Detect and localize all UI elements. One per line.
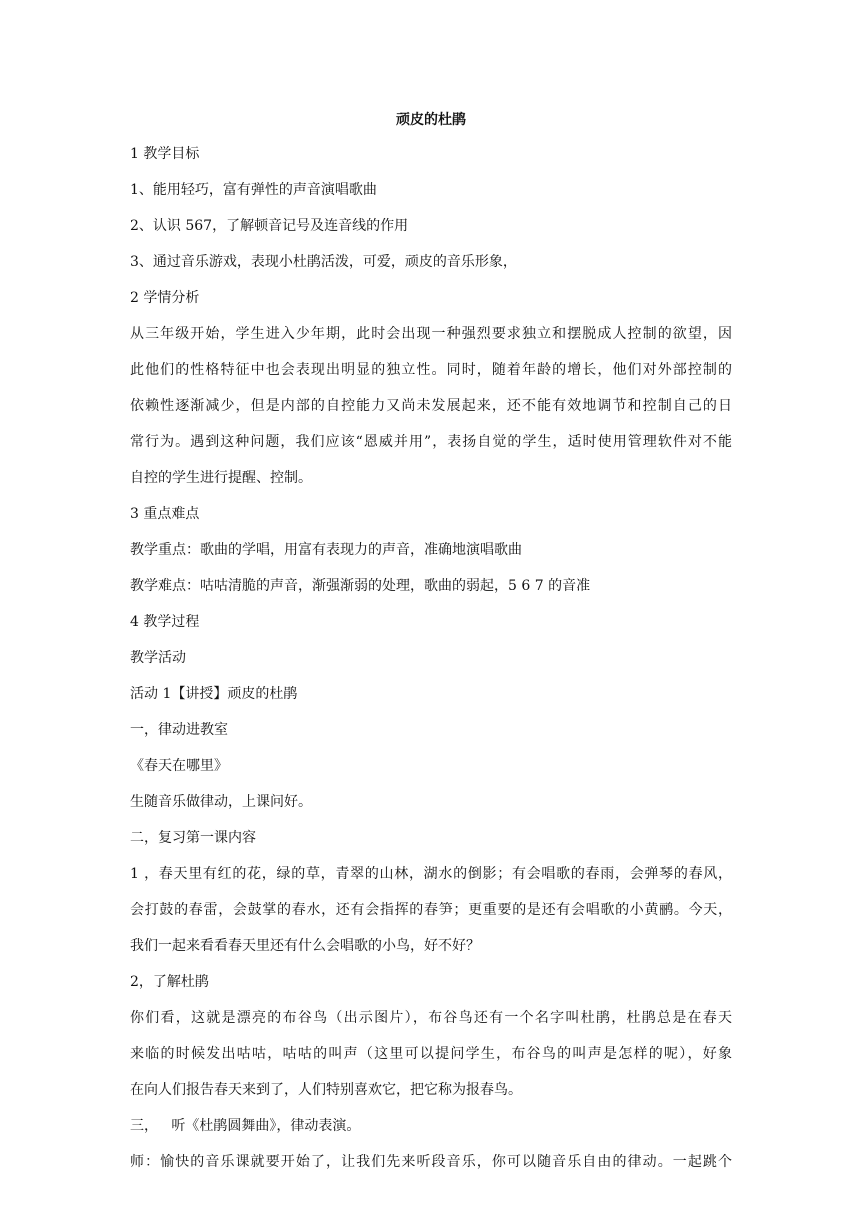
- song-title: 《春天在哪里》: [130, 758, 228, 774]
- paragraph-line: 常行为。遇到这种问题，我们应该“恩威并用”，表扬自觉的学生，适时使用管理软件对不能: [130, 434, 732, 450]
- step-heading: 二，复习第一课内容: [130, 830, 256, 846]
- document-body: [130, 110, 732, 1188]
- section-heading-analysis: 2 学情分析: [130, 290, 200, 306]
- section-heading-process: 4 教学过程: [130, 614, 200, 630]
- document-title: 顽皮的杜鹃: [396, 112, 466, 128]
- section-heading-key-points: 3 重点难点: [130, 506, 200, 522]
- paragraph-line: 会打鼓的春雷，会鼓掌的春水，还有会指挥的春笋；更重要的是还有会唱歌的小黄鹂。今天，: [130, 902, 732, 918]
- difficult-point: 教学难点：咕咕清脆的声音，渐强渐弱的处理，歌曲的弱起，5 6 7 的音准: [130, 578, 591, 594]
- paragraph-line: 依赖性逐渐减少，但是内部的自控能力又尚未发展起来，还不能有效地调节和控制自己的日: [130, 398, 732, 414]
- activity-label: 教学活动: [130, 650, 186, 666]
- paragraph-line: 从三年级开始，学生进入少年期，此时会出现一种强烈要求独立和摆脱成人控制的欲望，因: [130, 326, 732, 342]
- step-heading: 一，律动进教室: [130, 722, 228, 738]
- step-description: 生随音乐做律动，上课问好。: [130, 794, 312, 810]
- paragraph-line: 此他们的性格特征中也会表现出明显的独立性。同时，随着年龄的增长，他们对外部控制的: [130, 362, 732, 378]
- goal-item: 2、认识 567，了解顿音记号及连音线的作用: [130, 218, 409, 234]
- paragraph-line: 在向人们报告春天来到了，人们特别喜欢它，把它称为报春鸟。: [130, 1082, 522, 1098]
- step-heading: 三， 听《杜鹃圆舞曲》，律动表演。: [130, 1118, 361, 1134]
- paragraph-line: 自控的学生进行提醒、控制。: [130, 470, 312, 486]
- goal-item: 3、通过音乐游戏，表现小杜鹃活泼，可爱，顽皮的音乐形象，: [130, 254, 517, 270]
- section-heading-goals: 1 教学目标: [130, 146, 200, 162]
- activity-title: 活动 1【讲授】顽皮的杜鹃: [130, 686, 298, 702]
- analysis-paragraph: [130, 324, 732, 488]
- paragraph-line: 你们看，这就是漂亮的布谷鸟（出示图片），布谷鸟还有一个名字叫杜鹃，杜鹃总是在春天: [130, 1010, 732, 1026]
- paragraph-line: 我们一起来看看春天里还有什么会唱歌的小鸟，好不好？: [130, 938, 480, 954]
- step-subheading: 2，了解杜鹃: [130, 974, 209, 990]
- paragraph-line: 来临的时候发出咕咕，咕咕的叫声（这里可以提问学生，布谷鸟的叫声是怎样的呢），好象: [130, 1046, 732, 1062]
- goal-item: 1、能用轻巧，富有弹性的声音演唱歌曲: [130, 182, 377, 198]
- paragraph-line: 1 ，春天里有红的花，绿的草，青翠的山林，湖水的倒影；有会唱歌的春雨，会弹琴的春风，: [130, 866, 732, 882]
- cuckoo-paragraph: [130, 1008, 732, 1100]
- teacher-line: 师：愉快的音乐课就要开始了，让我们先来听段音乐，你可以随音乐自由的律动。一起跳个: [130, 1154, 732, 1170]
- key-point: 教学重点：歌曲的学唱，用富有表现力的声音，准确地演唱歌曲: [130, 542, 522, 558]
- review-paragraph: [130, 864, 732, 956]
